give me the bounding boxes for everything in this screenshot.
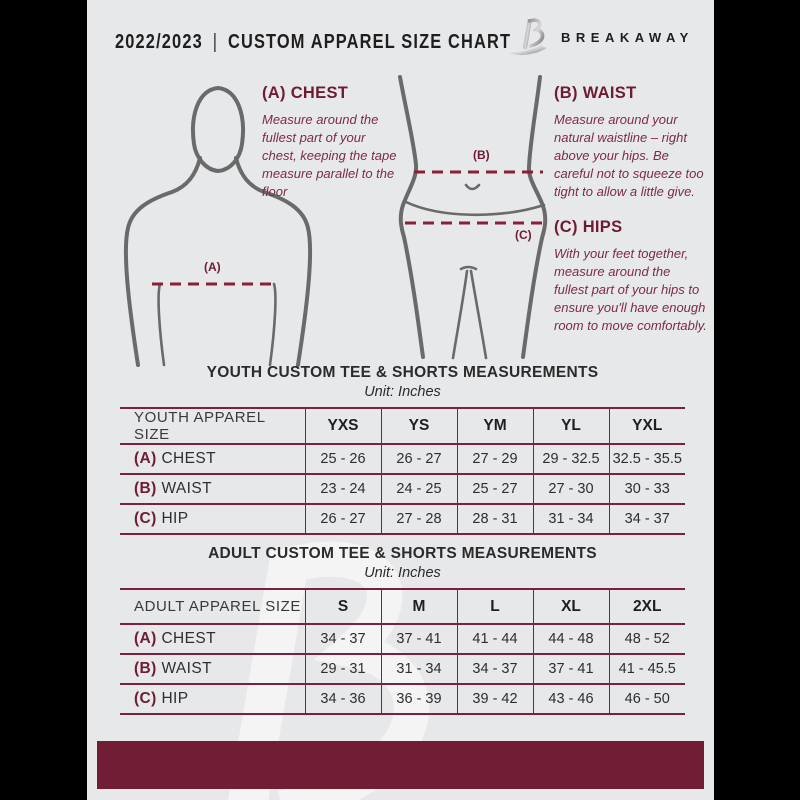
instruction-waist [554,84,707,201]
size-range-cell: 37 - 41 [381,624,457,654]
adult-table-title: ADULT CUSTOM TEE & SHORTS MEASUREMENTS [208,545,597,562]
size-range-cell: 46 - 50 [609,684,685,714]
row-key: (A) [134,450,157,467]
breakaway-b-logo-icon [506,12,552,62]
column-header: ADULT APPAREL SIZE [134,598,301,615]
size-range-cell: 26 - 27 [305,504,381,534]
youth-header-row [120,408,685,444]
row-key: (C) [134,510,157,527]
instruction-key: (A) [262,84,286,102]
size-range-cell: 48 - 52 [609,624,685,654]
row-label [120,444,305,474]
row-label [120,684,305,714]
size-range-cell: 29 - 31 [305,654,381,684]
adult-header-row [120,589,685,624]
size-range-cell: 23 - 24 [305,474,381,504]
size-range-cell: 34 - 37 [305,624,381,654]
column-header: M [381,589,457,624]
size-range-cell: 36 - 39 [381,684,457,714]
size-range-cell: 32.5 - 35.5 [609,444,685,474]
size-range-cell: 41 - 44 [457,624,533,654]
column-header: S [305,589,381,624]
brand-name: BREAKAWAY [561,29,694,45]
instruction-key: (B) [554,84,578,102]
size-range-cell: 27 - 30 [533,474,609,504]
instruction-waist-text: Measure around your natural waistline – right above your hips. Be careful not to squeeze too tight to allow a little give. [554,112,704,199]
row-label [120,474,305,504]
row-key: (A) [134,630,157,647]
size-range-cell: 34 - 36 [305,684,381,714]
instruction-chest-heading [262,84,402,103]
season-year: 2022/2023 [115,31,203,53]
table-row [120,444,685,474]
size-range-cell: 34 - 37 [457,654,533,684]
column-header: YL [533,408,609,444]
column-header: YOUTH APPAREL SIZE [134,409,266,443]
chest-marker-label: (A) [204,260,221,274]
size-range-cell: 34 - 37 [609,504,685,534]
adult-size-table [120,588,685,715]
instruction-waist-heading [554,84,707,103]
size-range-cell: 28 - 31 [457,504,533,534]
row-label [120,504,305,534]
row-key: (B) [134,480,157,497]
row-label [120,654,305,684]
size-range-cell: 25 - 27 [457,474,533,504]
measurement-tables [120,364,685,715]
youth-table-unit: Unit: Inches [364,384,441,400]
row-name: HIP [161,690,189,707]
size-range-cell: 41 - 45.5 [609,654,685,684]
size-range-cell: 29 - 32.5 [533,444,609,474]
table-row [120,684,685,714]
row-name: CHEST [161,450,216,467]
youth-size-table [120,407,685,535]
size-range-cell: 39 - 42 [457,684,533,714]
instruction-hips-heading [554,218,707,237]
size-chart-page [87,0,714,800]
table-row [120,654,685,684]
table-row [120,504,685,534]
waist-marker-label: (B) [473,148,490,162]
size-range-cell: 44 - 48 [533,624,609,654]
title-divider: | [212,31,219,53]
size-range-cell: 31 - 34 [381,654,457,684]
size-range-cell: 37 - 41 [533,654,609,684]
instruction-hips [554,218,707,335]
chart-title: CUSTOM APPAREL SIZE CHART [227,31,512,53]
size-range-cell: 31 - 34 [533,504,609,534]
size-range-cell: 25 - 26 [305,444,381,474]
row-key: (C) [134,690,157,707]
youth-table-title: YOUTH CUSTOM TEE & SHORTS MEASUREMENTS [206,364,599,381]
row-name: CHEST [161,630,216,647]
size-range-cell: 27 - 29 [457,444,533,474]
waist-hip-measurement-diagram [390,75,560,360]
adult-table-unit: Unit: Inches [364,565,441,581]
instruction-label: CHEST [290,84,349,102]
column-header: YS [381,408,457,444]
instruction-hips-text: With your feet together, measure around the fullest part of your hips to ensure you'll have enough room to move comfortably. [554,246,707,333]
instruction-chest [262,84,402,201]
page-title [115,31,511,54]
instruction-key: (C) [554,218,578,236]
footer-bar [97,741,704,789]
row-name: WAIST [161,660,212,677]
row-label [120,624,305,654]
row-name: WAIST [161,480,212,497]
row-name: HIP [161,510,189,527]
brand-lockup [506,12,694,62]
size-range-cell: 26 - 27 [381,444,457,474]
row-key: (B) [134,660,157,677]
size-range-cell: 24 - 25 [381,474,457,504]
hip-marker-label: (C) [515,228,532,242]
instruction-chest-text: Measure around the fullest part of your chest, keeping the tape measure parallel to the floor [262,112,397,199]
column-header: YM [457,408,533,444]
column-header: L [457,589,533,624]
size-range-cell: 43 - 46 [533,684,609,714]
instruction-label: WAIST [582,84,637,102]
size-range-cell: 30 - 33 [609,474,685,504]
column-header: YXL [609,408,685,444]
size-range-cell: 27 - 28 [381,504,457,534]
instruction-label: HIPS [582,218,623,236]
column-header: 2XL [609,589,685,624]
column-header: XL [533,589,609,624]
table-row [120,624,685,654]
table-row [120,474,685,504]
column-header: YXS [305,408,381,444]
